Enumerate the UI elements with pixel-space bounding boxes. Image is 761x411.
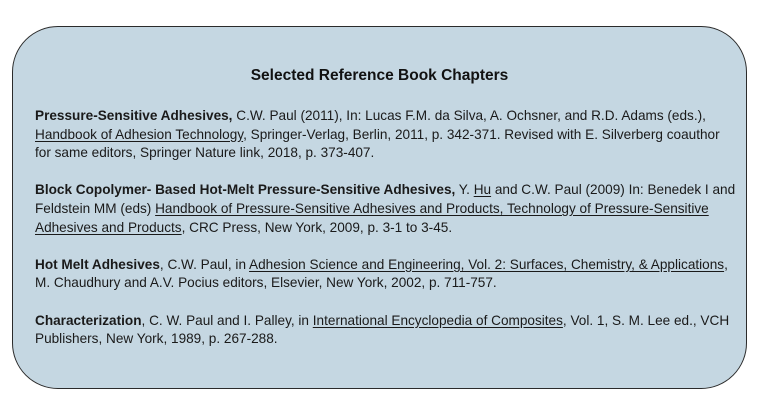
reference-item-psa — [35, 107, 737, 163]
reference-chapter-title: Pressure-Sensitive Adhesives, — [35, 108, 233, 123]
reference-item-block-copolymer — [35, 181, 737, 237]
reference-details: , M. Chaudhury and A.V. Pocius editors, Elsevier, New York, 2002, p. 711-757. — [35, 256, 728, 291]
reference-details: , CRC Press, New York, 2009, p. 3-1 to 3-45. — [181, 219, 453, 235]
card-title: Selected Reference Book Chapters — [250, 67, 509, 84]
reference-chapter-title: Hot Melt Adhesives — [35, 256, 160, 272]
reference-card — [12, 26, 747, 389]
reference-book-link[interactable]: Adhesion Science and Engineering, Vol. 2: Surfaces, Chemistry, & Applications — [249, 256, 725, 272]
reference-chapter-title: Block Copolymer- Based Hot-Melt Pressure-Sensitive Adhesives, — [35, 182, 456, 198]
reference-item-characterization — [35, 312, 737, 349]
reference-authors: , C. W. Paul and I. Palley, in — [141, 312, 313, 328]
reference-details: , Springer-Verlag, Berlin, 2011, p. 342-371. Revised with E. Silverberg coauthor for same editors, Springer Nature link, 2018, p. 373-407. — [35, 126, 720, 161]
reference-authors: , C.W. Paul, in — [159, 256, 250, 272]
reference-list — [35, 107, 737, 367]
reference-book-link[interactable]: International Encyclopedia of Composites — [312, 312, 563, 328]
reference-book-link[interactable]: Handbook of Pressure-Sensitive Adhesives and Products, Technology of Pressure-Sensitive Adhesives and Products — [35, 200, 709, 235]
reference-authors: and C.W. Paul (2009) In: Benedek I and Feldstein MM (eds) — [35, 182, 736, 216]
reference-details: , Vol. 1, S. M. Lee ed., VCH Publishers, New York, 1989, p. 267-288. — [35, 312, 730, 347]
reference-authors: C.W. Paul (2011), In: Lucas F.M. da Silva, A. Ochsner, and R.D. Adams (eds.), — [232, 108, 706, 123]
reference-author-link[interactable]: Hu — [473, 182, 492, 198]
reference-item-hot-melt — [35, 256, 737, 293]
reference-authors-prefix: Y. — [455, 182, 474, 198]
reference-chapter-title: Characterization — [35, 312, 142, 328]
reference-book-link[interactable]: Handbook of Adhesion Technology — [35, 126, 244, 142]
